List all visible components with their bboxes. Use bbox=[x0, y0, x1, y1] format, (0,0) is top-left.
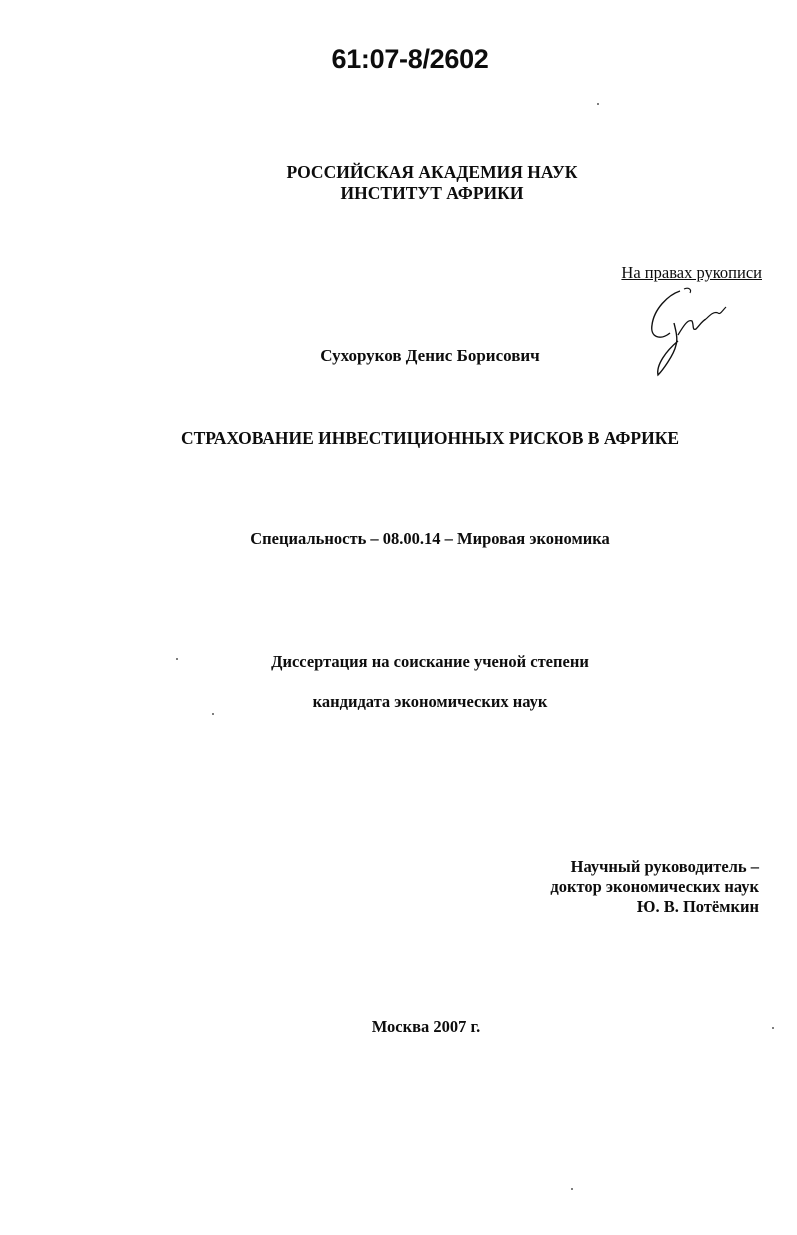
scan-speck bbox=[571, 1188, 573, 1190]
supervisor-degree: доктор экономических наук bbox=[550, 877, 759, 896]
supervisor-name: Ю. В. Потёмкин bbox=[636, 897, 759, 916]
scan-speck bbox=[772, 1027, 774, 1029]
city-year: Москва 2007 г. bbox=[371, 1017, 481, 1036]
dissertation-type: Диссертация на соискание ученой степени bbox=[271, 652, 589, 671]
organization-academy: РОССИЙСКАЯ АКАДЕМИЯ НАУК bbox=[286, 162, 578, 182]
organization-institute: ИНСТИТУТ АФРИКИ bbox=[340, 183, 524, 203]
specialty: Специальность – 08.00.14 – Мировая экономика bbox=[250, 529, 610, 548]
supervisor-role: Научный руководитель – bbox=[570, 857, 759, 876]
author-name: Сухоруков Денис Борисович bbox=[320, 346, 540, 365]
author-signature bbox=[640, 285, 736, 377]
scan-speck bbox=[597, 103, 599, 105]
dissertation-title: СТРАХОВАНИЕ ИНВЕСТИЦИОННЫХ РИСКОВ В АФРИКЕ bbox=[180, 428, 680, 448]
academic-degree: кандидата экономических наук bbox=[312, 692, 548, 711]
rights-note: На правах рукописи bbox=[621, 263, 762, 282]
scan-speck bbox=[212, 713, 214, 715]
scan-speck bbox=[176, 658, 178, 660]
catalog-number: 61:07-8/2602 bbox=[331, 44, 489, 74]
